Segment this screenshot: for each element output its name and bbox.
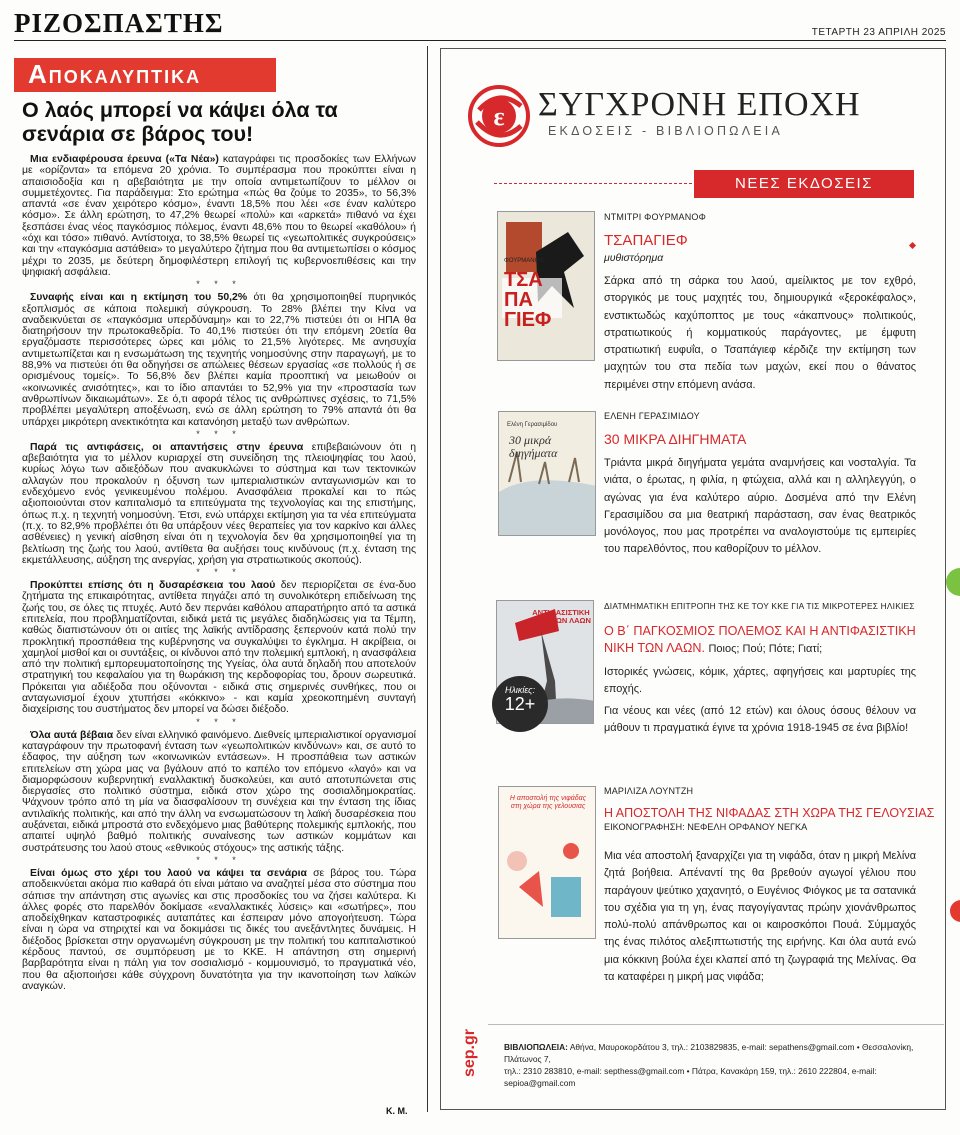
paragraph-text: σε βάρος του. Τώρα αποδεικνύεται ακόμα πιο καθαρά ότι είναι μάταιο να αναζητεί μέσα στο σύστημα που σάπισε την απάντηση στις αγωνίες και στις προσδοκίες του να ζήσει καλύτερα. Κι άλλες φορές στο παρελθόν δοκίμασε «εναλλακτικές λύσεις» και «σωτήρες», που αποδείχθηκαν καταστροφικές αυταπάτες και έσπειραν μόνο απογοήτευση. Τώρα είναι η ώρα να στηριχτεί και να δοκιμάσει τις δικές του ανεξάντλητες δυνάμεις. Η διέξοδος βρίσκεται στην οργανωμένη σύγκρουση με την πολιτική του καπιταλιστικού κέρδους παντού, σε συμπόρευση με το ΚΚΕ. Η απάντηση στη σημερινή βαρβαρότητα είναι η πάλη για τον σοσιαλισμό - κομμουνισμό, το πραγματικά νέο, που θα αξιοποιήσει κάθε σύγχρονη δυνατότητα για την ικανοποίηση των λαϊκών αναγκών. <box>22 867 416 992</box>
rubric-banner <box>14 58 276 92</box>
age-badge-value: 12+ <box>504 694 536 714</box>
contacts-line-1: Αθήνα, Μαυροκορδάτου 3, τηλ.: 2103829835, e-mail: sepathens@gmail.com • Θεσσαλονίκη, Πλάτωνος 7, <box>504 1042 914 1064</box>
cover-author: Ελένη Γερασιμίδου <box>507 422 558 428</box>
section-separator: * * * <box>196 428 242 439</box>
cover-art <box>499 412 596 536</box>
new-releases-banner: ΝΕΕΣ ΕΚΔΟΣΕΙΣ <box>694 170 914 198</box>
book-cover-30-mikra <box>498 411 596 536</box>
edge-tab-red <box>950 900 960 922</box>
age-badge <box>492 676 548 732</box>
article-paragraph <box>22 442 416 566</box>
paragraph-lead: Μια ενδιαφέρουσα έρευνα («Τα Νέα») <box>30 154 219 165</box>
book-description: Σάρκα από τη σάρκα του λαού, αμείλικτος με τον εχθρό, στοργικός με τους μαχητές του, δημιουργικά «ξεροκέφαλος», ενστικτωδώς καχύποπτος με τους «άκαπνους» πολιτικούς, στρατιωτικούς ή κομματικούς παράγοντες, με έμφυτη στρατιωτική ευφυΐα, ο Τσαπάγιεφ κέρδιζε την εκτίμηση των μαχητών του στα πεδία των μαχών, εκεί που ο θάνατος περιμένει στην επόμενη ανάσα. <box>604 275 916 391</box>
footer-rule <box>488 1024 944 1025</box>
cover-title: Η αποστολή της νιφάδας στη χώρα της γελουσιας <box>509 795 587 810</box>
age-badge-label: Ηλικίες: <box>504 685 536 695</box>
book-title: ΤΣΑΠΑΓΙΕΦ <box>604 232 688 249</box>
book-illustrator: ΕΙΚΟΝΟΓΡΑΦΗΣΗ: ΝΕΦΕΛΗ ΟΡΦΑΝΟΥ ΝΕΓΚΑ <box>604 822 808 832</box>
article-headline: Ο λαός μπορεί να κάψει όλα τα σενάρια σε βάρος του! <box>22 98 338 146</box>
article-paragraph <box>22 580 416 716</box>
section-separator: * * * <box>196 279 242 290</box>
masthead: ΡΙΖΟΣΠΑΣΤΗΣ <box>14 8 224 38</box>
paragraph-lead: Όλα αυτά βέβαια <box>30 729 114 741</box>
sep-logo <box>459 1018 481 1092</box>
book-description: Τριάντα μικρά διηγήματα γεμάτα αναμνήσεις και νοσταλγία. Τα νιάτα, ο έρωτας, η φιλία, η φτώχεια, αλλά και η αλληλεγγύη, ο αγώνας για ένα καλύτερο αύριο. Δοσμένα από την Ελένη Γερασιμίδου σα μια θεατρική παράσταση, σαν ένας θεατρικός μονόλογος, που μας προτρέπει να αναλογιστούμε τις εμπειρίες του παρελθόντος, που καθορίζουν το μέλλον. <box>604 457 916 556</box>
edge-tab-green <box>946 568 960 596</box>
paragraph-lead: Παρά τις αντιφάσεις, οι απαντήσεις στην έρευνα <box>30 441 304 453</box>
paragraph-text: δεν περιορίζεται σε ένα-δυο ζητήματα της επικαιρότητας, αντίθετα πηγάζει από τη συνολικότερη επιδείνωση της ζωής του, σε όλες τις πτυχές. Αυτό δεν περνάει καθόλου απαρατήρητο από τα αστικά επιτελεία, που προβληματίζονται, ειδικά μετά τις μεγάλες διαδηλώσεις για τα Τέμπη, καθώς διαπιστώνουν ότι οι αιτίες της λαϊκής αντίδρασης ξεπερνούν κατά πολύ την προκλητική προσπάθεια της κυβέρνησης να συγκαλύψει το έγκλημα. Η ακρίβεια, οι χαμηλοί μισθοί και οι συντάξεις, οι κίνδυνοι από την πολεμική εμπλοκή, η ανασφάλεια από την πολιτική εμπορευματοποίησης της Υγείας, όλα αυτά δηλαδή που αποτελούν στρατηγική του κεφαλαίου για τη θωράκιση της κερδοφορίας του, δρουν σωρευτικά. Πρόκειται για αδιέξοδα που οξύνονται - ειδικά στις σημερινές συνθήκες, που οι ανταγωνισμοί έχουν χτυπήσει «κόκκινο» - και καμία χρεοκοπημένη συνταγή διαχείρισης του συστήματος δεν μπορεί να δώσει διέξοδο. <box>22 580 416 716</box>
paragraph-lead: Είναι όμως στο χέρι του λαού να κάψει τα σενάρια <box>30 867 307 879</box>
book-subtitle: μυθιστόρημα <box>604 252 664 264</box>
contacts-label: ΒΙΒΛΙΟΠΩΛΕΙΑ: <box>504 1042 568 1052</box>
article-paragraph <box>22 292 416 428</box>
article-paragraph <box>22 730 416 854</box>
issue-date: ΤΕΤΑΡΤΗ 23 ΑΠΡΙΛΗ 2025 <box>811 27 946 38</box>
book-description: Ιστορικές γνώσεις, κόμικ, χάρτες, αφηγήσεις και μαρτυρίες της εποχής. <box>604 666 916 696</box>
book-cover-nifada <box>498 786 596 939</box>
bookstore-contacts <box>504 1041 924 1089</box>
article-paragraph <box>22 868 416 992</box>
cover-title: ΤΣΑ ΠΑ ΓΙΕΦ <box>504 269 552 331</box>
publisher-name: ΣΥΓΧΡΟΝΗ ΕΠΟΧΗ <box>538 86 861 123</box>
paragraph-text: καταγράφει τις προσδοκίες των Ελλήνων με «ορίζοντα» τα επόμενα 20 χρόνια. Το συμπέρασμα που προκύπτει είναι η απαισιοδοξία και η αβεβαιότητα με την οποία αντιμετωπίζουν το μέλλον οι συμμετέχοντες. Για παράδειγμα: Στο ερώτημα «πώς θα ζούμε το 2035», το 56,3% απαντά «σε έναν χειρότερο κόσμο», έναντι 18,5% που λέει «σε έναν καλύτερο κόσμο». Σε άλλη ερώτηση, το 47,2% θεωρεί «πολύ» και «αρκετά» πιθανό να έχει ξεσπάσει ένας νέος παγκόσμιος πόλεμος, έναντι 48,6% που το θεωρεί «καθόλου» ή «όχι και τόσο» πιθανό. Αντίστοιχα, το 38,5% θεωρεί τις «γεωπολιτικές συγκρούσεις» και την «παγκόσμια αστάθεια» το μεγαλύτερο ζήτημα που θα αντιμετωπίσει ο κόσμος μέχρι το 2035, με δεύτερη δημοφιλέστερη επιλογή τις κυβερνοεπιθέσεις και την ψηφιακή ασφάλεια. <box>22 154 416 278</box>
article-paragraph <box>22 154 416 278</box>
article-body <box>22 154 416 1099</box>
paragraph-lead: Προκύπτει επίσης ότι η δυσαρέσκεια του λαού <box>30 580 276 592</box>
book-author: ΜΑΡΙΛΙΖΑ ΛΟΥΝΤΖΗ <box>604 786 694 796</box>
header-rule <box>14 40 946 41</box>
publisher-logo-icon <box>467 84 531 148</box>
book-title: 30 ΜΙΚΡΑ ΔΙΗΓΗΜΑΤΑ <box>604 431 747 447</box>
contacts-line-2: τηλ.: 2310 283810, e-mail: septhess@gmail.com • Πάτρα, Κανακάρη 159, τηλ.: 2610 222804, e-mail: sepioa@gmail.com <box>504 1066 877 1088</box>
book-author: ΔΙΑΤΜΗΜΑΤΙΚΗ ΕΠΙΤΡΟΠΗ ΤΗΣ ΚΕ ΤΟΥ ΚΚΕ ΓΙΑ ΤΙΣ ΜΙΚΡΟΤΕΡΕΣ ΗΛΙΚΙΕΣ <box>604 601 915 611</box>
book-author: ΕΛΕΝΗ ΓΕΡΑΣΙΜΙΔΟΥ <box>604 411 700 421</box>
book-title <box>604 623 916 658</box>
publisher-tagline: ΕΚΔΟΣΕΙΣ - ΒΙΒΛΙΟΠΩΛΕΙΑ <box>548 124 784 138</box>
book-title-suffix: Ποιος; Πού; Πότε; Γιατί; <box>708 643 823 655</box>
book-title-main: Ο Β΄ ΠΑΓΚΟΣΜΙΟΣ ΠΟΛΕΜΟΣ ΚΑΙ Η ΑΝΤΙΦΑΣΙΣΤΙΚΗ ΝΙΚΗ ΤΩΝ ΛΑΩΝ. <box>604 624 916 655</box>
cover-title: ΑΝΤΙΦΑΣΙΣΤΙΚΗ ΝΙΚΗ ΤΩΝ ΛΑΩΝ <box>531 608 591 625</box>
author-signature: Κ. Μ. <box>386 1106 408 1116</box>
book-author: ΝΤΜΙΤΡΙ ΦΟΥΡΜΑΝΟΦ <box>604 212 706 222</box>
paragraph-text: επιβεβαιώνουν ότι η αβεβαιότητα για το μέλλον κυριαρχεί στη συνείδηση της πλειοψηφίας του λαού, κυρίως λόγω των αδιεξόδων που ανακυκλώνει το σύστημα και των τεκτονικών αλλαγών που προκαλούν η όξυνση των ιμπεριαλιστικών ανταγωνισμών και το ενδεχόμενο ενός γενικευμένου πολέμου. Ανασφάλεια προκαλεί και το πώς αξιοποιούνται στον καπιταλισμό τα επιτεύγματα της τεχνολογίας και της επιστήμης, όπως π.χ. η τεχνητή νοημοσύνη. Έτσι, ενώ υπάρχει εκτίμηση για τα νέα επιτεύγματα (π.χ. το 82,9% προβλέπει ότι θα υπάρξουν νέες θεραπείες για τον καρκίνο και άλλες ασθένειες) η γενική αίσθηση είναι ότι η τεχνολογία δεν θα χρησιμοποιηθεί για τη βελτίωση της ζωής του λαού, αντίθετα θα αυξήσει τους κινδύνους (π.χ. ένταση της εκμετάλλευσης, αύξηση της ανεργίας, χρήση για στρατιωτικούς σκοπούς). <box>22 441 416 566</box>
svg-text:ε: ε <box>493 102 505 131</box>
section-separator: * * * <box>196 567 242 578</box>
paragraph-text: ότι θα χρησιμοποιηθεί πυρηνικός εξοπλισμός σε κάποια πολεμική σύγκρουση. Το 28% βλέπει την Κίνα να αναδεικνύεται σε «παγκόσμια υπερδύναμη» και το 22,7% πιστεύει ότι οι ΗΠΑ θα διατηρήσουν την πρωτοκαθεδρία. Το 40,1% πιστεύει ότι την επόμενη 20ετία θα εργαζόμαστε περισσότερες ώρες και μόλις το 21,5% λιγότερες. Με ανησυχία αντιμετωπίζεται και η ενσωμάτωση της τεχνητής νοημοσύνης στην παραγωγή, με το 88,9% να πιστεύει ότι θα οδηγήσει σε απώλειες θέσεων εργασίας «σε πολλούς ή σε ορισμένους τομείς». Το 56,8% δεν βλέπει καμία προοπτική να μειωθούν οι «κοινωνικές ανισότητες», και το ίδιο απαντάει το 52,9% για την «προστασία των ανθρωπίνων δικαιωμάτων». Σε ό,τι αφορά τέλος τις ανθρώπινες σχέσεις, το 71,5% προβλέπει μεγαλύτερη αποξένωση, ενώ σε άλλη ερώτηση το 79% απαντά ότι θα υπάρχει μικρότερη ανεκτικότητα και κατανόηση μεταξύ των ανθρώπων. <box>22 292 416 428</box>
cover-title: 30 μικρά διηγήματα <box>509 433 558 460</box>
book-description-extra: Για νέους και νέες (από 12 ετών) και όλους όσους θέλουν να μάθουν τι πραγματικά έγινε τα χρόνια 1918-1945 σε ένα βιβλίο! <box>604 705 916 735</box>
book-description: Μια νέα αποστολή ξαναρχίζει για τη νιφάδα, όταν η μικρή Μελίνα ζητά βοήθεια. Απέναντί της θα βρεθούν αγωγοί γέλιου που παράγουν ψεύτικο χαχανητό, ο Ευγένιος Φιόγκος με τα σατανικά του σχέδια για τη γη, ένας παγογίγαντας πρώην χιονάνθρωπος πολύ-πολύ απάνθρωπος και οι καιροσκόποι Πουά. Σύμμαχός της ένας πιλότος αλεξιπτωτιστής της ειρήνης. Και όλα αυτά ενώ μια κόκκινη βούλα έχει κλαπεί από τη ζωγραφιά της Μελίνας. Θα τα καταφέρει η μικρή μας νιφάδα; <box>604 850 916 984</box>
book-title: Η ΑΠΟΣΤΟΛΗ ΤΗΣ ΝΙΦΑΔΑΣ ΣΤΗ ΧΩΡΑ ΤΗΣ ΓΕΛΟΥΣΙΑΣ <box>604 806 935 820</box>
rubric-label: Αποκαλυπτικα <box>28 59 202 89</box>
paragraph-text: δεν είναι ελληνικό φαινόμενο. Διεθνείς ιμπεριαλιστικοί οργανισμοί καταγράφουν την πρωτοφανή ένταση των «γεωπολιτικών κινδύνων» και, σε αυτό το έδαφος, την αύξηση των «κοινωνικών εντάσεων». Η προσπάθεια των αστικών επιτελείων στη χώρα μας να βγάλουν από το καπέλο τον επόμενο «λαγό» και να διαμορφώσουν κυβερνητική εναλλακτική δυσκολεύει, και αυτό αποτυπώνεται στις διεργασίες στο πολιτικό σύστημα, ειδικά στον χώρο της σοσιαλδημοκρατίας. Ψάχνουν τρόπο από τη μία να διασφαλίσουν τη συνέχεια και την ένταση της ίδιας αντιλαϊκής πολιτικής, και από την άλλη να ενσωματώσουν τη λαϊκή δυσαρέσκεια που αυξάνεται, ειδικά μπροστά στο ενδεχόμενο μιας βαθύτερης πολεμικής εμπλοκής, που απαιτεί υψηλό βαθμό πολιτικής συναίνεσης των αστικών κομμάτων και συστράτευσης του λαού στους «εθνικούς στόχους» της αστικής τάξης. <box>22 729 416 854</box>
book-cover-tsapagief <box>497 211 595 361</box>
cover-author: ΦΟΥΡΜΑΝΟΦ <box>504 258 545 264</box>
section-rule <box>494 183 692 184</box>
paragraph-lead: Συναφής είναι και η εκτίμηση του 50,2% <box>30 292 248 304</box>
section-separator: * * * <box>196 854 242 865</box>
sep-logo-text: sep.gr <box>461 1029 478 1078</box>
column-divider <box>427 46 428 1112</box>
section-separator: * * * <box>196 716 242 727</box>
